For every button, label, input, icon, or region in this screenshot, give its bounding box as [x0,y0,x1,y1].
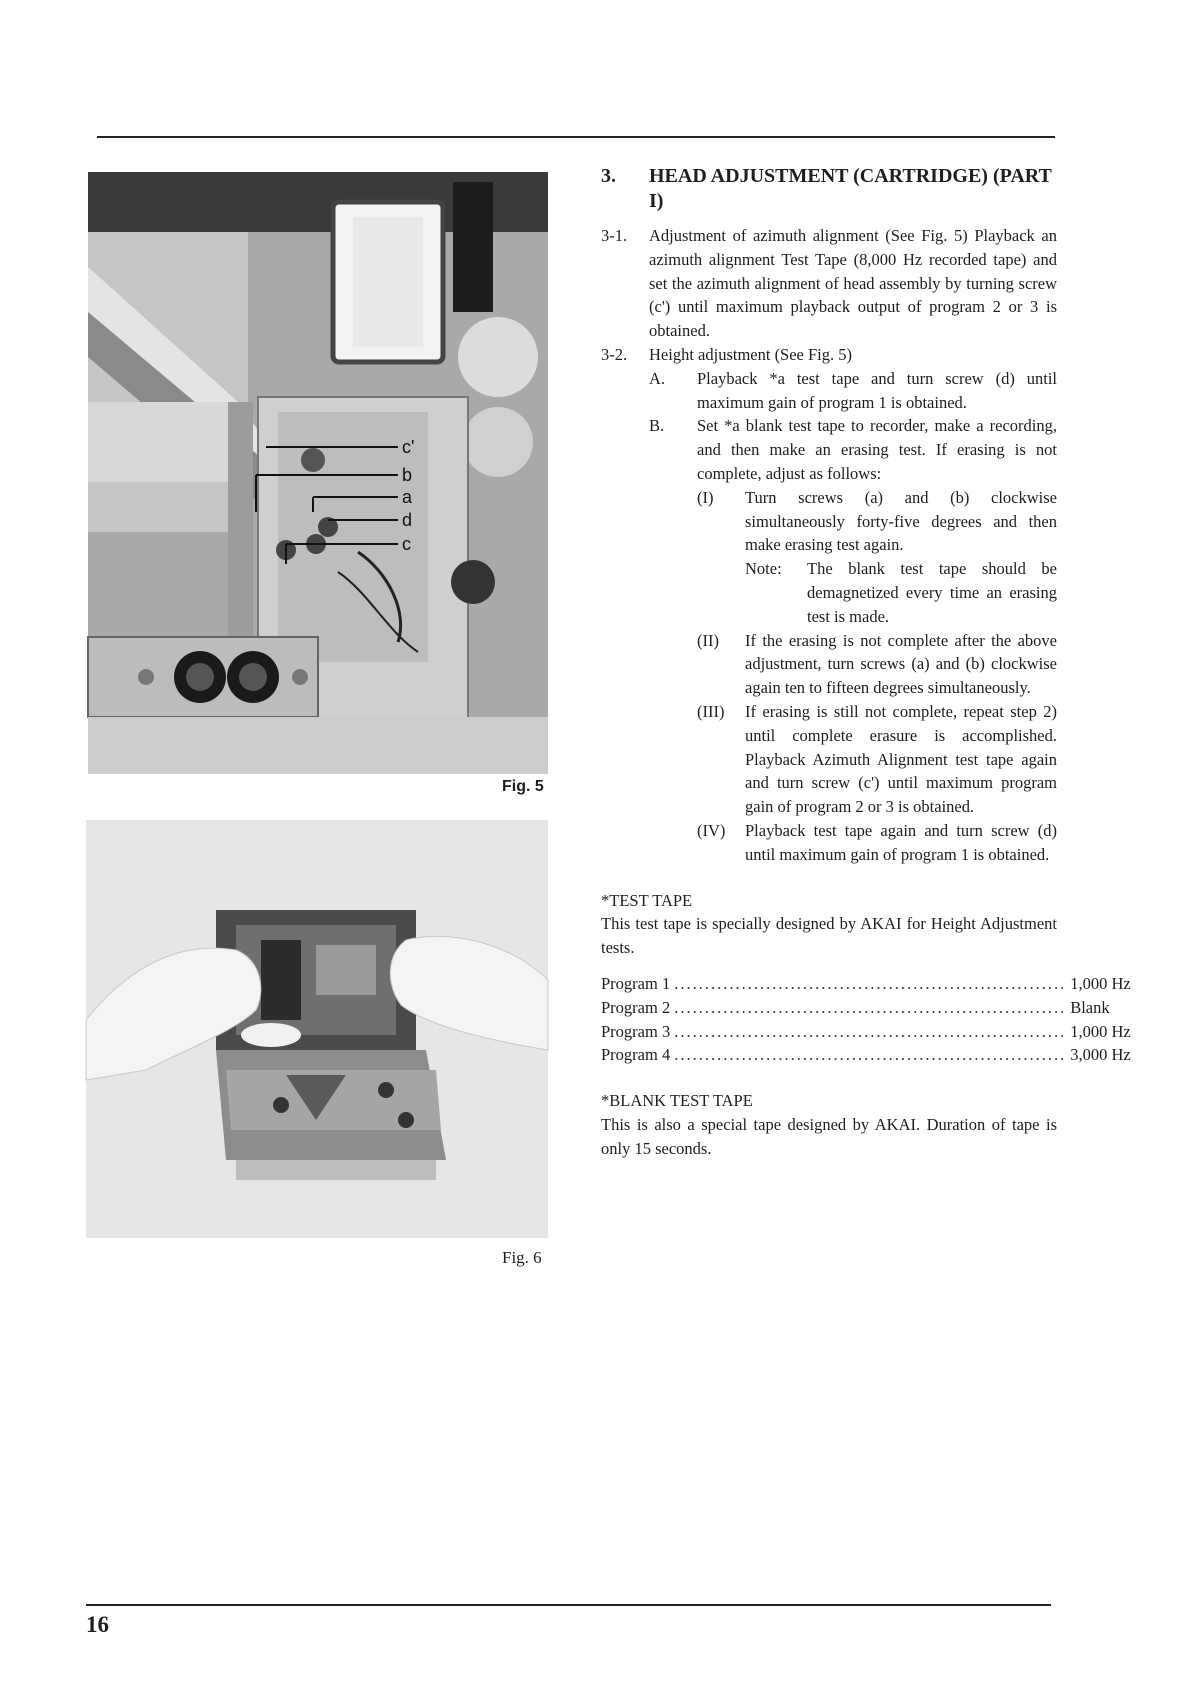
program-value: Blank [1070,997,1110,1017]
blank-test-tape-text: This is also a special tape designed by AKAI. Duration of tape is only 15 seconds. [601,1114,1057,1158]
program-row [601,1020,1131,1044]
text-column [601,164,1131,1160]
callout-b: b [402,465,413,485]
callout-a: a [402,487,413,507]
program-value: 3,000 Hz [1070,1045,1131,1065]
section-title: HEAD ADJUSTMENT (CARTRIDGE) (PART I) [649,165,1052,212]
fig6-photo [86,820,548,1238]
test-tape-text: This test tape is specially designed by AKAI for Height Adjustment tests. [601,914,1057,958]
leader-dots: ................................................................ [674,1045,1067,1065]
step-label: (I) [697,487,714,507]
page-number: 16 [86,1612,109,1637]
test-tape-heading: *TEST TAPE [601,890,693,910]
step-1 [697,486,1057,557]
program-row [601,972,1131,996]
program-label: Program 2 [601,997,671,1017]
section-heading [601,164,1057,214]
item-3-1 [601,224,1057,343]
callout-c-prime: c' [402,437,415,457]
step-2 [697,629,1057,700]
sub-item-text: Set *a blank test tape to recorder, make a recording, and then make an erasing test. If erasing is not complete, adjust as follows: [697,416,1057,483]
fig5-illustration [88,172,548,774]
blank-test-tape-section [601,1089,1057,1160]
program-label: Program 1 [601,973,671,993]
note-text: The blank test tape should be demagnetized every time an erasing test is made. [807,559,1057,626]
program-row [601,996,1110,1020]
step-label: (II) [697,630,719,650]
sub-item-label: A. [649,368,666,388]
section-number: 3. [601,165,616,187]
note-label: Note: [745,559,782,579]
step-text: If the erasing is not complete after the above adjustment, turn screws (a) and (b) clockwise again ten to fifteen degrees simultaneously. [745,630,1057,698]
step-label: (III) [697,701,725,721]
test-tape-section [601,889,1131,1068]
sub-item-text: Playback *a test tape and turn screw (d) until maximum gain of program 1 is obtained. [697,368,1057,412]
leader-dots: ................................................................ [674,1021,1067,1041]
sub-item-a [649,367,1057,415]
item-number: 3-1. [601,226,628,245]
top-rule [97,136,1055,138]
step-4 [697,819,1057,867]
leader-dots: ................................................................ [674,997,1067,1017]
program-label: Program 3 [601,1021,671,1041]
fig5-caption: Fig. 5 [502,778,544,795]
program-value: 1,000 Hz [1070,1021,1131,1041]
program-label: Program 4 [601,1045,671,1065]
bottom-rule [86,1604,1051,1606]
program-row [601,1043,1131,1067]
step-label: (IV) [697,820,726,840]
sub-item-b [649,414,1057,485]
fig6-illustration [86,820,548,1238]
step-text: Playback test tape again and turn screw (d) until maximum gain of program 1 is obtained. [745,820,1057,864]
item-number: 3-2. [601,344,628,364]
sub-item-label: B. [649,416,665,436]
blank-test-tape-heading: *BLANK TEST TAPE [601,1091,753,1111]
note [745,557,1057,628]
leader-dots: ................................................................ [674,973,1067,993]
item-3-2 [601,343,1057,367]
step-text: If erasing is still not complete, repeat step 2) until complete erasure is accomplished. Playback Azimuth Alignment test tape again and turn screw (c') until maximum program gain of program 2 or 3 is obtained. [745,701,1057,817]
item-text: Adjustment of azimuth alignment (See Fig. 5) Playback an azimuth alignment Test Tape (8,000 Hz recorded tape) and set the azimuth alignment of head assembly by turning screw (c') until maximum playback output of program 2 or 3 is obtained. [649,226,1057,341]
program-value: 1,000 Hz [1070,973,1131,993]
step-text: Turn screws (a) and (b) clockwise simultaneously forty-five degrees and then make erasing test again. [745,487,1057,555]
fig5-photo [88,172,548,774]
callout-c: c [402,534,411,554]
step-3 [697,700,1057,819]
callout-d: d [402,510,413,530]
fig6-caption: Fig. 6 [502,1248,542,1267]
item-text: Height adjustment (See Fig. 5) [649,344,853,364]
